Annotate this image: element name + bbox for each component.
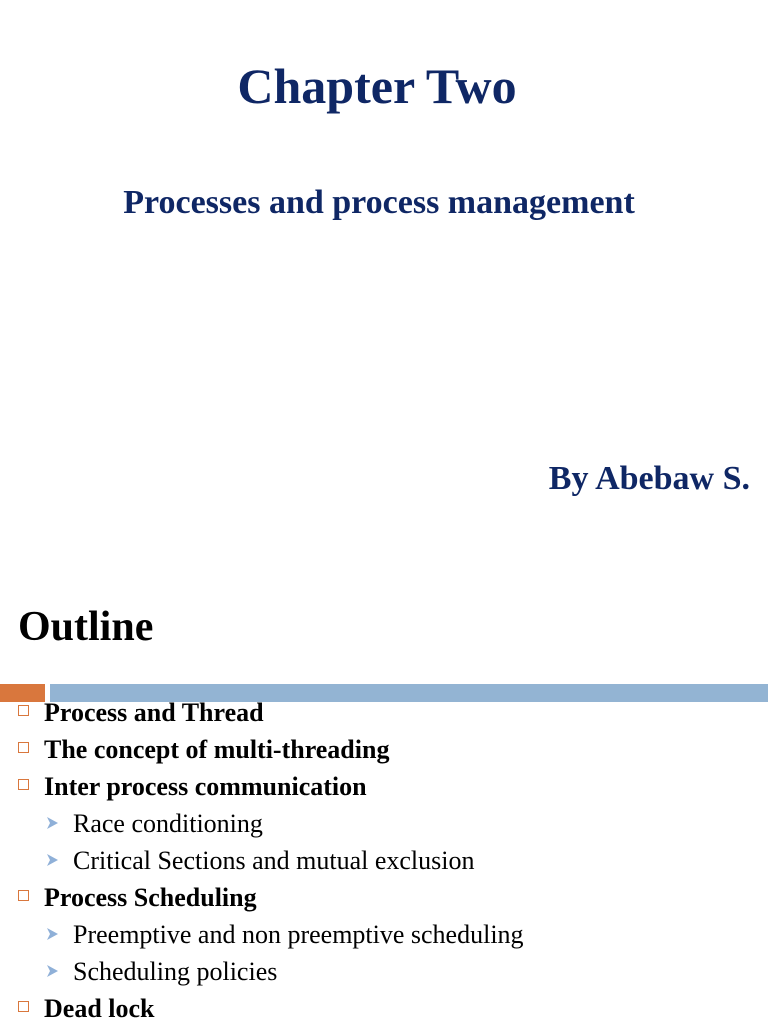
square-bullet-icon	[18, 742, 29, 753]
chapter-title: Chapter Two	[237, 58, 517, 114]
outline-item	[0, 731, 768, 768]
arrow-bullet-icon	[45, 953, 61, 990]
arrow-bullet-icon	[45, 916, 61, 953]
arrow-bullet-icon	[45, 805, 61, 842]
square-bullet-icon	[18, 705, 29, 716]
outline-item-text: The concept of multi-threading	[44, 735, 390, 764]
outline-item-text: Inter process communication	[44, 772, 367, 801]
outline-item-text: Race conditioning	[73, 809, 263, 838]
square-bullet-icon	[18, 890, 29, 901]
outline-item	[0, 916, 768, 953]
outline-item-text: Process and Thread	[44, 698, 264, 727]
outline-item	[0, 694, 768, 731]
outline-heading: Outline	[18, 604, 154, 650]
square-bullet-icon	[18, 779, 29, 790]
arrow-bullet-icon	[45, 842, 61, 879]
outline-item-text: Dead lock	[44, 994, 155, 1023]
outline-item-text: Preemptive and non preemptive scheduling	[73, 920, 524, 949]
outline-item-text: Scheduling policies	[73, 957, 278, 986]
outline-item-text: Process Scheduling	[44, 883, 257, 912]
outline-item	[0, 842, 768, 879]
outline-list	[0, 694, 768, 1024]
outline-item	[0, 768, 768, 805]
chapter-subtitle: Processes and process management	[123, 184, 635, 221]
outline-item	[0, 990, 768, 1024]
author-line: By Abebaw S.	[548, 460, 750, 497]
outline-item	[0, 805, 768, 842]
outline-item-text: Critical Sections and mutual exclusion	[73, 846, 475, 875]
outline-item	[0, 879, 768, 916]
outline-item	[0, 953, 768, 990]
square-bullet-icon	[18, 1001, 29, 1012]
